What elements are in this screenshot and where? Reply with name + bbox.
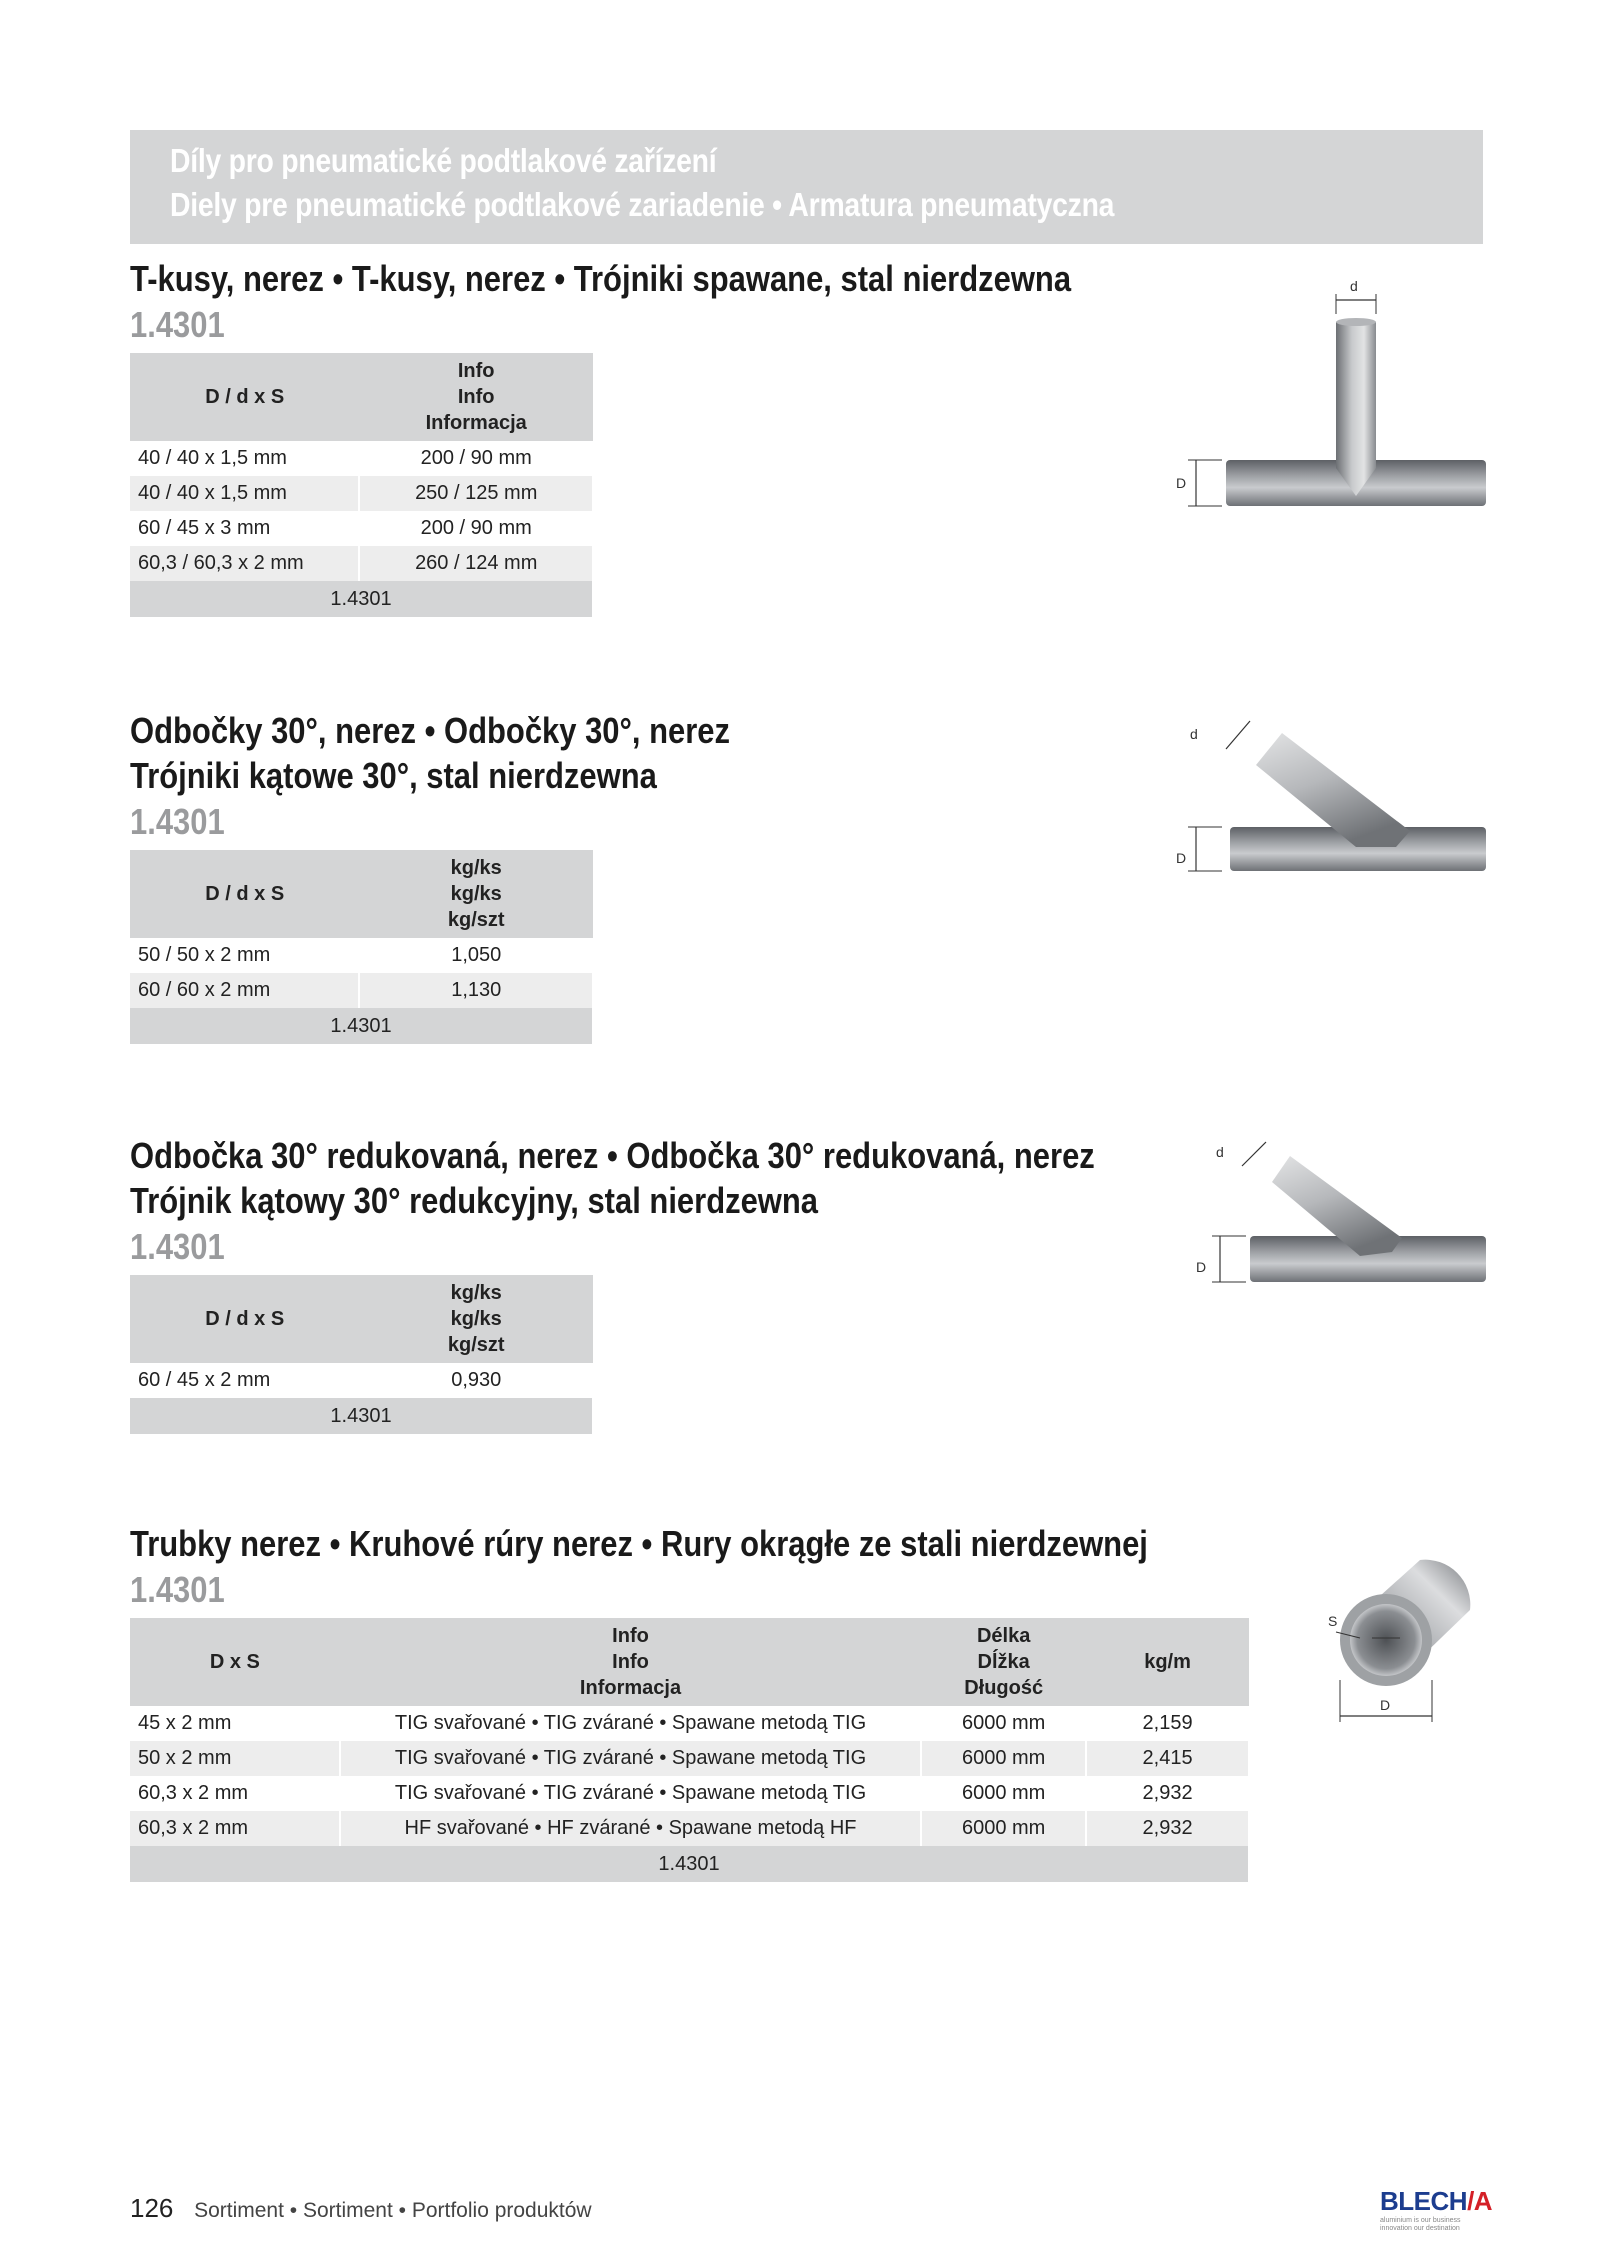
table-header-row <box>130 850 593 938</box>
cell: 6000 mm <box>921 1706 1086 1741</box>
spec-table <box>130 1275 594 1434</box>
cell: 6000 mm <box>921 1811 1086 1846</box>
table-row <box>130 938 593 973</box>
table-footer: 1.4301 <box>130 1008 593 1044</box>
column-header: D / d x S <box>130 353 359 441</box>
section-title: Trubky nerez • Kruhové rúry nerez • Rury okrągłe ze stali nierdzewnej <box>130 1523 1148 1564</box>
cell: 0,930 <box>359 1363 593 1398</box>
column-header: kg/m <box>1086 1618 1249 1706</box>
dimension-label: d <box>1216 1144 1224 1160</box>
table-footer-row <box>130 1008 593 1044</box>
table-footer-row <box>130 1398 593 1434</box>
cell: 60 / 45 x 2 mm <box>130 1363 359 1398</box>
table-header-row <box>130 1618 1249 1706</box>
header-band <box>130 130 1483 244</box>
table-row <box>130 1741 1249 1776</box>
section-title: T-kusy, nerez • T-kusy, nerez • Trójniki spawane, stal nierdzewna <box>130 258 1072 299</box>
material-code: 1.4301 <box>130 1569 225 1610</box>
cell: 2,932 <box>1086 1776 1249 1811</box>
table-footer-row <box>130 581 593 617</box>
table-footer: 1.4301 <box>130 581 593 617</box>
cell: 2,415 <box>1086 1741 1249 1776</box>
cell: 50 x 2 mm <box>130 1741 340 1776</box>
section-title: Trójniki kątowe 30°, stal nierdzewna <box>130 755 657 796</box>
section-title: Odbočka 30° redukovaná, nerez • Odbočka 30° redukovaná, nerez <box>130 1135 1095 1176</box>
cell: 50 / 50 x 2 mm <box>130 938 359 973</box>
dimension-label: d <box>1350 278 1358 294</box>
column-header: Délka Dĺžka Długość <box>921 1618 1086 1706</box>
logo-wordmark: BLECH/A <box>1380 2186 1493 2216</box>
spec-table <box>130 850 594 1044</box>
cell: 60,3 x 2 mm <box>130 1811 340 1846</box>
cell: 1,050 <box>359 938 593 973</box>
column-header: D x S <box>130 1618 340 1706</box>
spec-table <box>130 1618 1250 1882</box>
logo-tagline: innovation our destination <box>1380 2225 1460 2232</box>
spec-table <box>130 353 594 617</box>
logo-tagline: aluminium is our business <box>1380 2217 1461 2224</box>
cell: 60 / 60 x 2 mm <box>130 973 359 1008</box>
dimension-label: D <box>1176 475 1187 491</box>
header-line-2: Diely pre pneumatické podtlakové zariadenie • Armatura pneumatyczna <box>170 186 1115 223</box>
table-footer: 1.4301 <box>130 1398 593 1434</box>
table-row <box>130 1706 1249 1741</box>
cell: 60,3 x 2 mm <box>130 1776 340 1811</box>
dimension-label: d <box>1190 726 1198 742</box>
blecha-logo <box>1380 2186 1492 2233</box>
tube-bore <box>1350 1604 1422 1676</box>
cell: 45 x 2 mm <box>130 1706 340 1741</box>
lateral-30-illustration <box>1160 715 1490 885</box>
cell: 60 / 45 x 3 mm <box>130 511 359 546</box>
column-header: D / d x S <box>130 1275 359 1363</box>
dimension-label: D <box>1380 1697 1391 1713</box>
footer-text: Sortiment • Sortiment • Portfolio produktów <box>194 2199 592 2222</box>
table-footer-row <box>130 1846 1249 1882</box>
column-header: kg/ks kg/ks kg/szt <box>359 1275 593 1363</box>
table-row <box>130 1811 1249 1846</box>
cell: 60,3 / 60,3 x 2 mm <box>130 546 359 581</box>
dimension-label: D <box>1176 850 1187 866</box>
table-row <box>130 441 593 476</box>
cell: 260 / 124 mm <box>359 546 593 581</box>
reducing-lateral-illustration <box>1180 1140 1490 1300</box>
round-tube-illustration <box>1320 1530 1490 1730</box>
cell: 40 / 40 x 1,5 mm <box>130 441 359 476</box>
table-footer: 1.4301 <box>130 1846 1249 1882</box>
cell: 200 / 90 mm <box>359 441 593 476</box>
column-header: Info Info Informacja <box>359 353 593 441</box>
column-header: Info Info Informacja <box>340 1618 921 1706</box>
cell: TIG svařované • TIG zvárané • Spawane metodą TIG <box>340 1776 921 1811</box>
table-header-row <box>130 1275 593 1363</box>
cell: TIG svařované • TIG zvárané • Spawane metodą TIG <box>340 1741 921 1776</box>
material-code: 1.4301 <box>130 801 225 842</box>
t-piece-illustration <box>1160 270 1490 520</box>
branch-pipe <box>1336 322 1376 496</box>
column-header: D / d x S <box>130 850 359 938</box>
cell: 1,130 <box>359 973 593 1008</box>
section-title: Trójnik kątowy 30° redukcyjny, stal nierdzewna <box>130 1180 819 1221</box>
header-line-1: Díly pro pneumatické podtlakové zařízení <box>170 142 717 179</box>
cell: 6000 mm <box>921 1776 1086 1811</box>
table-row <box>130 1776 1249 1811</box>
cell: 250 / 125 mm <box>359 476 593 511</box>
table-row <box>130 1363 593 1398</box>
cell: HF svařované • HF zvárané • Spawane metodą HF <box>340 1811 921 1846</box>
dimension-label: D <box>1196 1259 1207 1275</box>
cell: 6000 mm <box>921 1741 1086 1776</box>
column-header: kg/ks kg/ks kg/szt <box>359 850 593 938</box>
table-row <box>130 546 593 581</box>
cell: 200 / 90 mm <box>359 511 593 546</box>
page-footer <box>130 2193 592 2224</box>
cell: 2,159 <box>1086 1706 1249 1741</box>
page-number: 126 <box>130 2193 174 2223</box>
material-code: 1.4301 <box>130 304 225 345</box>
dimension-label: S <box>1328 1613 1338 1629</box>
table-row <box>130 511 593 546</box>
cell: TIG svařované • TIG zvárané • Spawane metodą TIG <box>340 1706 921 1741</box>
section-title: Odbočky 30°, nerez • Odbočky 30°, nerez <box>130 710 730 751</box>
table-header-row <box>130 353 593 441</box>
table-row <box>130 973 593 1008</box>
cell: 2,932 <box>1086 1811 1249 1846</box>
material-code: 1.4301 <box>130 1226 225 1267</box>
table-row <box>130 476 593 511</box>
cell: 40 / 40 x 1,5 mm <box>130 476 359 511</box>
